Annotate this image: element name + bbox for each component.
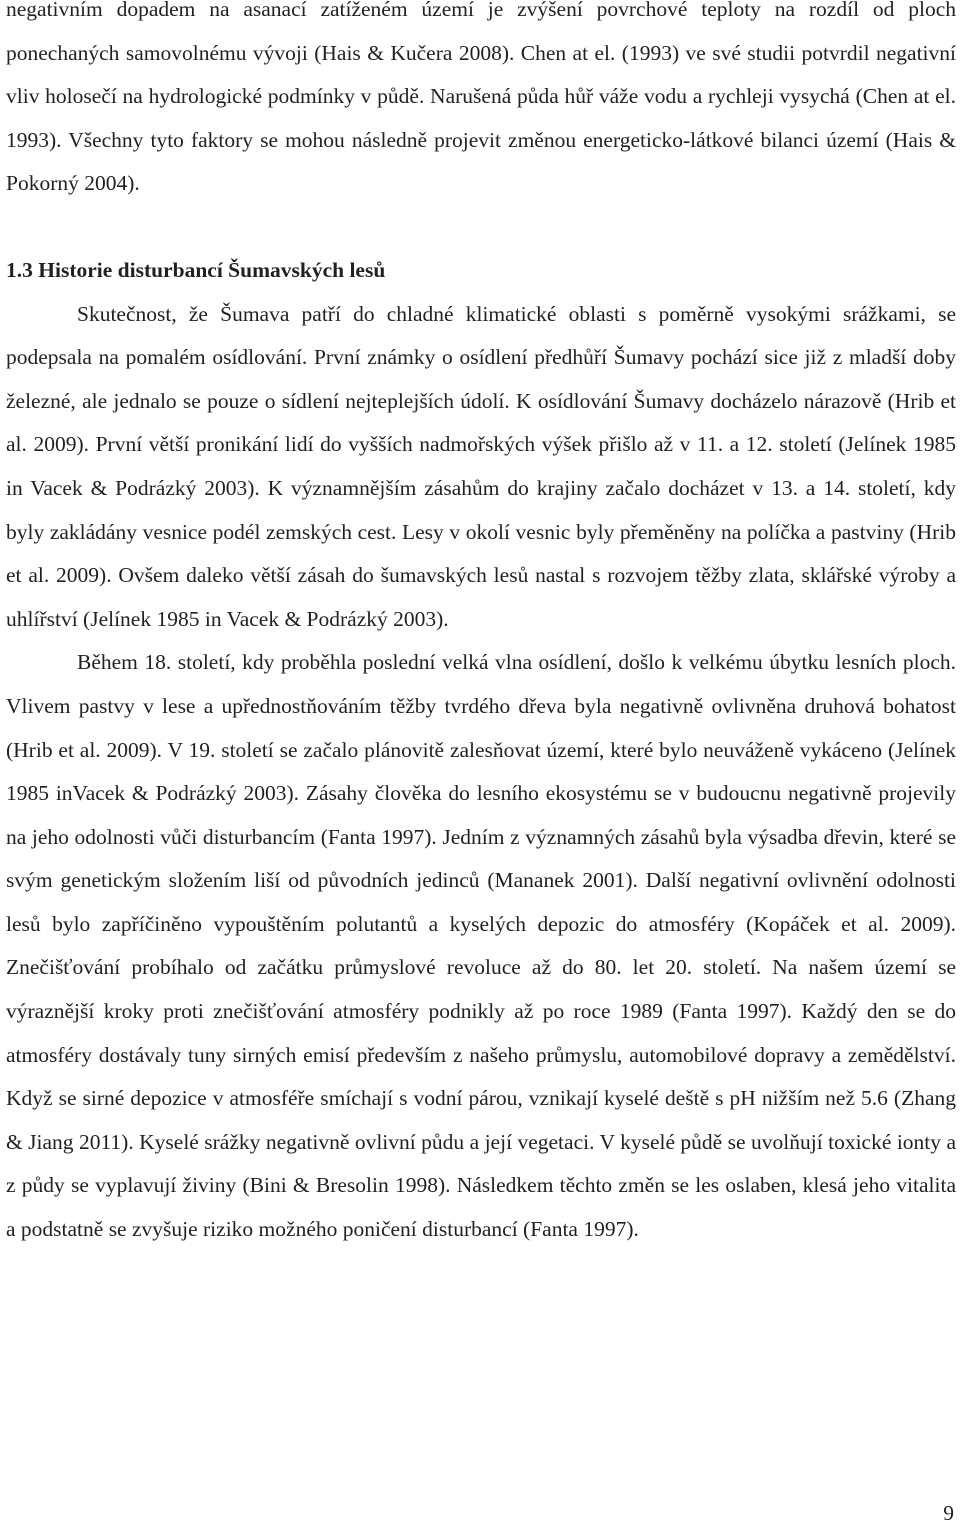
paragraph-intro: negativním dopadem na asanací zatíženém území je zvýšení povrchové teploty na rozdíl od ploch ponechaných samovolnému vývoji (Hais & Kučera 2008). Chen at el. (1993) ve své studii potvrdil negativní vliv holosečí na hydrologické podmínky v půdě. Narušená půda hůř váže vodu a rychleji vysychá (Chen at el. 1993). Všechny tyto faktory se mohou následně projevit změnou energeticko-látkové bilanci území (Hais & Pokorný 2004). [6, 0, 956, 196]
document-page [6, 0, 956, 1252]
paragraph-settlement-history: Skutečnost, že Šumava patří do chladné klimatické oblasti s poměrně vysokými srážkami, se podepsala na pomalém osídlování. První známky o osídlení předhůří Šumavy pochází sice již z mladší doby železné, ale jednalo se pouze o sídlení nejteplejších údolí. K osídlování Šumavy docházelo nárazově (Hrib et al. 2009). První větší pronikání lidí do vyšších nadmořských výšek přišlo až v 11. a 12. století (Jelínek 1985 in Vacek & Podrázký 2003). K významnějším zásahům do krajiny začalo docházet v 13. a 14. století, kdy byly zakládány vesnice podél zemských cest. Lesy v okolí vesnic byly přeměněny na políčka a pastviny (Hrib et al. 2009). Ovšem daleko větší zásah do šumavských lesů nastal s rozvojem těžby zlata, sklářské výroby a uhlířství (Jelínek 1985 in Vacek & Podrázký 2003). [6, 301, 956, 631]
page-number: 9 [943, 1501, 954, 1525]
section-heading: 1.3 Historie disturbancí Šumavských lesů [6, 257, 386, 282]
paragraph-forest-disturbances: Během 18. století, kdy proběhla poslední velká vlna osídlení, došlo k velkému úbytku lesních ploch. Vlivem pastvy v lese a upřednostňováním těžby tvrdého dřeva byla negativně ovlivněna druhová bohatost (Hrib et al. 2009). V 19. století se začalo plánovitě zalesňovat území, které bylo neuváženě vykáceno (Jelínek 1985 inVacek & Podrázký 2003). Zásahy člověka do lesního ekosystému se v budoucnu negativně projevily na jeho odolnosti vůči disturbancím (Fanta 1997). Jedním z významných zásahů byla výsadba dřevin, které se svým genetickým složením liší od původních jedinců (Mananek 2001). Další negativní ovlivnění odolnosti lesů bylo zapříčiněno vypouštěním polutantů a kyselých depozic do atmosféry (Kopáček et al. 2009). Znečišťování probíhalo od začátku průmyslové revoluce až do 80. let 20. století. Na našem území se výraznější kroky proti znečišťování atmosféry podnikly až po roce 1989 (Fanta 1997). Každý den se do atmosféry dostávaly tuny sirných emisí především z našeho průmyslu, automobilové dopravy a zemědělství. Když se sirné depozice v atmosféře smíchají s vodní párou, vznikají kyselé deště s pH nižším než 5.6 (Zhang & Jiang 2011). Kyselé srážky negativně ovlivní půdu a její vegetaci. V kyselé půdě se uvolňují toxické ionty a z půdy se vyplavují živiny (Bini & Bresolin 1998). Následkem těchto změn se les oslaben, klesá jeho vitalita a podstatně se zvyšuje riziko možného poničení disturbancí (Fanta 1997). [6, 650, 956, 1242]
